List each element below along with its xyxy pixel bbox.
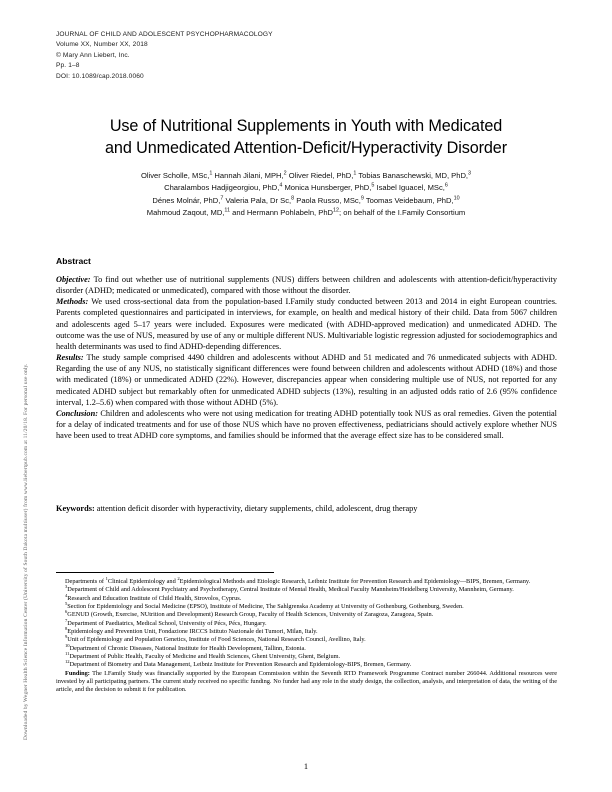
keywords-line [56,503,557,514]
affiliation-item [56,661,557,669]
affiliation-marker: 2 [283,170,287,177]
abstract-section-text: Children and adolescents who were not using medication for treating ADHD potentially took NUS as oral remedies. Given the potential for a delay of indicated treatments and for use of those NUS which have no proven effectiveness, pediatricians should actively explore whether NUS have been used to treat ADHD core symptoms, and families should be informed that the average effect size has to be considered small. [56,408,557,441]
affiliation-item [56,586,557,594]
affiliation-text: Unit of Epidemiology and Population Genetics, Institute of Food Sciences, National Research Council, Avellino, Italy. [67,636,366,644]
abstract-section-text: The study sample comprised 4490 children and adolescents without ADHD and 51 medicated and 76 unmedicated subjects with ADHD. Regarding the use of any NUS, no statistically significant differences were found between children and adolescents without ADHD (18%) and those with medicated (18%) or unmedicated ADHD (22%). However, discrepancies appear when considering multiple use of NUS, not reported for any medicated ADHD subject but remarkably often for unmedicated ADHD subjects (13%), resulting in an adjusted odds ratio of 2.6 (95% confidence interval, 1.2–5.6) when compared with those without ADHD (5%). [56,353,557,407]
journal-name: JOURNAL OF CHILD AND ADOLESCENT PSYCHOPHARMACOLOGY [56,31,273,38]
affiliation-marker: 10 [453,195,460,202]
article-title-line-2: and Unmedicated Attention-Deficit/Hyperactivity Disorder [105,138,507,157]
affiliation-marker: 9 [65,634,68,640]
author-name: Paola Russo, MSc, [294,195,361,205]
affiliation-text: Research and Education Institute of Child Health, Strovolos, Cyprus. [67,594,242,602]
abstract-section-label: Methods: [56,297,89,307]
author-line [56,170,556,182]
author-line [56,195,556,207]
funding-label: Funding: [65,669,90,677]
abstract-section [56,352,557,408]
affiliation-text: Department of Biometry and Data Management, Leibniz Institute for Prevention Research and Epidemiology-BIPS, Bremen, Germany. [69,661,412,669]
abstract-section [56,408,557,441]
affiliation-text: Section for Epidemiology and Social Medicine (EPSO), Institute of Medicine, The Sahlgrenska Academy at University of Gothenburg, Gothenburg, Sweden. [67,603,464,611]
affiliation-marker: 7 [220,195,224,202]
author-name: Charalambos Hadjigeorgiou, PhD, [164,183,280,193]
abstract-section [56,274,557,296]
keywords-text: attention deficit disorder with hyperactivity, dietary supplements, child, adolescent, drug therapy [94,504,418,513]
author-name: Oliver Scholle, MSc, [140,171,210,180]
affiliation-marker: 3 [468,170,472,177]
download-watermark-container [0,0,48,792]
affiliation-marker: 5 [371,182,375,189]
journal-publisher: © Mary Ann Liebert, Inc. [56,51,130,59]
affiliation-marker: 12 [333,207,340,214]
journal-pages: Pp. 1–8 [56,62,80,70]
article-title-line-1: Use of Nutritional Supplements in Youth with Medicated [109,116,503,135]
affiliation-marker: 1 [209,170,213,177]
affiliation-marker: 11 [224,207,231,214]
abstract-section-label: Objective: [56,275,91,284]
affiliation-marker: 2 [177,575,180,581]
affiliation-marker: 10 [65,642,70,648]
author-name: Tobias Banaschewski, MD, PhD, [356,171,469,180]
keywords-label: Keywords: [56,504,95,513]
author-name: Oliver Riedel, PhD, [286,171,354,180]
affiliation-marker: 4 [65,592,68,598]
affiliation-marker: 4 [279,182,283,189]
footnote-divider [56,572,274,573]
abstract-section [56,296,557,352]
author-name: ; on behalf of the I.Family Consortium [339,208,466,218]
abstract-body [56,274,557,441]
affiliation-text: Epidemiological Methods and Etiologic Research, Leibniz Institute for Prevention Research and Epidemiology—BIPS, Bremen, Germany. [179,578,531,585]
affiliation-marker: 12 [65,659,70,665]
page-number: 1 [303,762,309,771]
funding-text: The I.Family Study was financially supported by the European Commission within the Seventh RTD Framework Programme Contract number 266044. Additional resources were invested by all participating partners. The current study received no specific funding. No funder had any role in the study design, the collection, analysis, and interpretation of data, the writing of the article, and the decision to submit it for publication. [56,669,557,694]
abstract-section-text: To find out whether use of nutritional supplements (NUS) differs between children and adolescents with attention-deficit/hyperactivity disorder (ADHD; medicated or unmedicated), compared with those without the disorder. [56,275,557,296]
affiliation-marker: 1 [353,170,357,177]
abstract-section-label: Conclusion: [56,408,98,418]
affiliation-marker: 5 [65,600,68,606]
affiliation-item [56,617,557,628]
download-watermark-text: Downloaded by Wegner Health Science Information Center (University of South Dakota multiuser) from www.liebertpub.com at 11/20/18. For personal use only. [23,363,29,740]
affiliation-item [56,636,557,644]
author-name: Valeria Pala, Dr Sc, [223,195,292,205]
affiliations-block [56,575,557,695]
affiliation-marker: 6 [444,182,448,189]
author-name: Dénes Molnár, PhD, [152,195,221,205]
journal-doi: DOI: 10.1089/cap.2018.0060 [56,72,144,80]
affiliation-marker: 1 [105,575,108,581]
abstract-heading: Abstract [56,256,91,266]
abstract-section-text: We used cross-sectional data from the population-based I.Family study conducted between 2013 and 2014 in eight European countries. Parents completed questionnaires and participated in interviews, for example, on health and medical history of their child. Data from 5067 children and adolescents aged 5–17 years were included. Exposures were medicated (with ADHD-approved medication) and unmedicated ADHD. The outcome was the use of NUS, measured by use of any or multiple different NUS. Multivariable logistic regression adjusted for sociodemographics and health determinants was used to find ADHD-depending differences. [56,297,557,351]
author-line [56,207,556,219]
affiliation-marker: 6 [65,609,68,615]
affiliation-text: Departments of [65,578,106,585]
affiliation-item [56,642,557,653]
author-name: Mahmoud Zaqout, MD, [146,208,225,218]
affiliation-item [56,592,557,603]
affiliation-marker: 9 [360,195,364,202]
journal-masthead [56,30,273,82]
author-name: Isabel Iguacel, MSc, [374,183,445,193]
affiliation-marker: 8 [291,195,295,202]
affiliation-marker: 8 [65,625,68,631]
affiliation-text: Department of Chronic Diseases, National Institute for Health Development, Tallinn, Estonia. [69,644,306,652]
abstract-section-label: Results: [56,353,84,363]
author-line [56,182,556,194]
affiliation-text: Department of Child and Adolescent Psychiatry and Psychotherapy, Central Institute of Mental Health, Medical Faculty Mannheim/Heidelberg University, Mannheim, Germany. [67,586,514,594]
affiliation-text: Department of Paediatrics, Medical School, University of Pécs, Pécs, Hungary. [67,619,267,627]
journal-volume: Volume XX, Number XX, 2018 [56,41,148,49]
affiliation-marker: 7 [65,617,68,623]
author-name: and Hermann Pohlabeln, PhD [230,208,334,218]
affiliation-text: Epidemiology and Prevention Unit, Fondazione IRCCS Istituto Nazionale dei Tumori, Milan, Italy. [67,628,318,636]
affiliation-text: GENUD (Growth, Exercise, NUtrition and Development) Research Group, Faculty of Health Sciences, University of Zaragoza, Zaragoza, Spain. [67,611,434,619]
author-name: Hannah Jilani, MPH, [212,171,284,180]
affiliation-text: Clinical Epidemiology and [107,578,178,585]
affiliation-text: Department of Public Health, Faculty of Medicine and Health Sciences, Ghent University, Ghent, Belgium. [69,653,341,661]
affiliation-marker: 11 [65,651,70,656]
author-name: Monica Hunsberger, PhD, [282,183,372,193]
article-title [56,115,556,159]
author-list [56,170,556,220]
author-name: Toomas Veidebaum, PhD, [363,195,454,205]
affiliation-marker: 3 [65,584,68,590]
affiliation-item [56,611,557,619]
funding-note [56,670,557,695]
